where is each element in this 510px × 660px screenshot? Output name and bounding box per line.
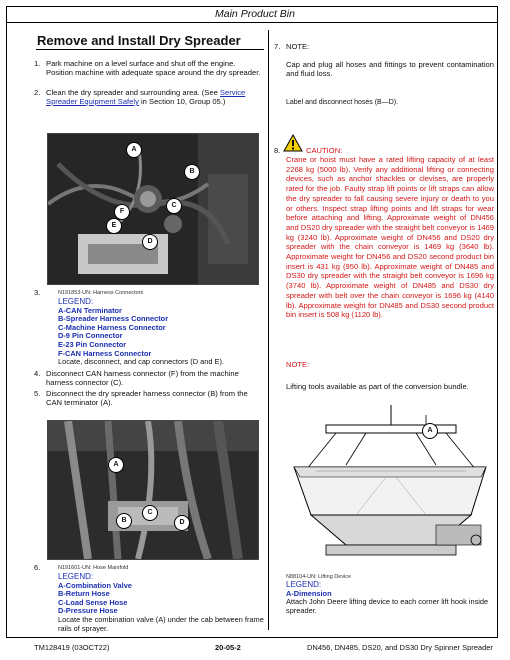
figure-3-legend bbox=[286, 581, 496, 615]
callout-d: D bbox=[142, 234, 158, 250]
note-label-2: NOTE: bbox=[286, 360, 310, 369]
callout-a: A bbox=[126, 142, 142, 158]
callout-c: C bbox=[166, 198, 182, 214]
figure-2-caption: N191601-UN: Hose Manifold bbox=[58, 565, 129, 571]
service-spreader-link[interactable]: Service Spreader Equipment Safely bbox=[46, 88, 246, 106]
callout-f: F bbox=[114, 204, 130, 220]
footer-product-title: DN456, DN485, DS20, and DS30 Dry Spinner Spreader bbox=[307, 643, 493, 652]
caution-text: Crane or hoist must have a rated lifting capacity of at least 2268 kg (5000 lb). Verify any additional lifting or connecting devices, such as anchor shackles or clevises, are properly rated for the job. Faulty strap lift points or lift straps can allow the dry spreader to fall causing severe injury or death to you or others. Inspect strap lifting points and lift straps for wear before attaching and lifting. Approximate weight of DN456 and DS20 dry spreader with the straight belt conveyor is 1469 kg (3240 lb). Approximate weight of DN456 and DS20 dry spreader with the chain conveyor is 1469 kg (3640 lb). Approximate weight for DN456 and DS20 second product bin insert is 431 kg (950 lb). Approximate weight of DN485 and DS30 dry spreader with the straight belt conveyor is 1696 kg (3740 lb). Approximate weight of DN485 and DS30 dry spreader with belt over the chain conveyor is 1696 kg (4140 lb). Approximate weight for DN485 and DS30 second product bin insert is 508 kg (1120 lb). bbox=[286, 155, 494, 320]
callout-b: B bbox=[116, 513, 132, 529]
callout-c: C bbox=[142, 505, 158, 521]
step-4-text: Disconnect CAN harness connector (F) from the machine harness connector (C). bbox=[46, 369, 239, 387]
title-rule bbox=[36, 49, 264, 50]
figure-1-caption: N191853-UN: Harness Connectors bbox=[58, 290, 144, 296]
figure-3-caption: N88104-UN: Lifting Device bbox=[286, 574, 352, 580]
harness-connectors-photo bbox=[47, 133, 259, 285]
callout-a: A bbox=[422, 423, 438, 439]
hose-photo-art bbox=[48, 421, 258, 559]
legend-title: LEGEND: bbox=[286, 580, 322, 589]
step-3-legend bbox=[58, 298, 268, 367]
footer-doc-id: TM128419 (03OCT22) bbox=[34, 643, 110, 652]
step-5-text: Disconnect the dry spreader harness connector (B) from the CAN terminator (A). bbox=[46, 389, 248, 407]
harness-photo-art bbox=[48, 134, 258, 284]
section-title: Remove and Install Dry Spreader bbox=[37, 33, 241, 48]
step-8-note: Lifting tools available as part of the conversion bundle. bbox=[286, 382, 469, 391]
legend-item: C-Load Sense Hose bbox=[58, 597, 128, 607]
hose-manifold-photo bbox=[47, 420, 259, 560]
page-header: Main Product Bin bbox=[215, 8, 295, 20]
callout-b: B bbox=[184, 164, 200, 180]
legend-title: LEGEND: bbox=[58, 297, 94, 306]
step-7-text: Label and disconnect hoses (B—D). bbox=[286, 99, 399, 106]
step-5-number: 5. bbox=[34, 389, 41, 398]
figure-3-text: Attach John Deere lifting device to each corner lift hook inside spreader. bbox=[286, 597, 489, 615]
step-3-number: 3. bbox=[34, 288, 41, 297]
legend-item: D-Pressure Hose bbox=[58, 606, 118, 616]
step-1-number: 1. bbox=[34, 59, 41, 68]
callout-e: E bbox=[106, 218, 122, 234]
warning-icon bbox=[283, 134, 303, 152]
callout-a: A bbox=[108, 457, 124, 473]
step-6-text: Locate the combination valve (A) under the cab between frame rails of sprayer. bbox=[58, 614, 264, 633]
step-7-number: 7. bbox=[274, 42, 281, 51]
column-divider bbox=[268, 30, 269, 630]
legend-item: A-Combination Valve bbox=[58, 580, 132, 590]
step-1-text: Park machine on a level surface and shut off the engine. Position machine with adequate space around the dry spreader. bbox=[46, 59, 261, 77]
legend-item: E-23 Pin Connector bbox=[58, 339, 127, 349]
step-6-legend bbox=[58, 573, 266, 633]
step-2-number: 2. bbox=[34, 88, 41, 97]
step-4-number: 4. bbox=[34, 369, 41, 378]
legend-item: A-Dimension bbox=[286, 588, 332, 598]
callout-d: D bbox=[174, 515, 190, 531]
header-rule bbox=[6, 22, 498, 23]
footer-page-number: 20-05-2 bbox=[215, 643, 241, 652]
note-label: NOTE: bbox=[286, 42, 310, 51]
step-3-text: Locate, disconnect, and cap connectors (D and E). bbox=[58, 357, 224, 367]
legend-item: A-CAN Terminator bbox=[58, 305, 122, 315]
step-6-number: 6. bbox=[34, 563, 41, 572]
lifting-device-drawing bbox=[286, 405, 496, 570]
step-2-text: Clean the dry spreader and surrounding area. (See Service Spreader Equipment Safely in Section 10, Group 05.) bbox=[46, 88, 246, 106]
step-8-number: 8. bbox=[274, 146, 281, 155]
legend-item: F-CAN Harness Connector bbox=[58, 348, 152, 358]
caution-label: CAUTION: bbox=[306, 146, 343, 155]
legend-item: D-9 Pin Connector bbox=[58, 331, 123, 341]
step-7-note: Cap and plug all hoses and fittings to prevent contamination and fluid loss. bbox=[286, 60, 494, 78]
legend-item: B-Spreader Harness Connector bbox=[58, 314, 169, 324]
legend-item: B-Return Hose bbox=[58, 589, 110, 599]
legend-title: LEGEND: bbox=[58, 572, 94, 581]
legend-item: C-Machine Harness Connector bbox=[58, 322, 166, 332]
